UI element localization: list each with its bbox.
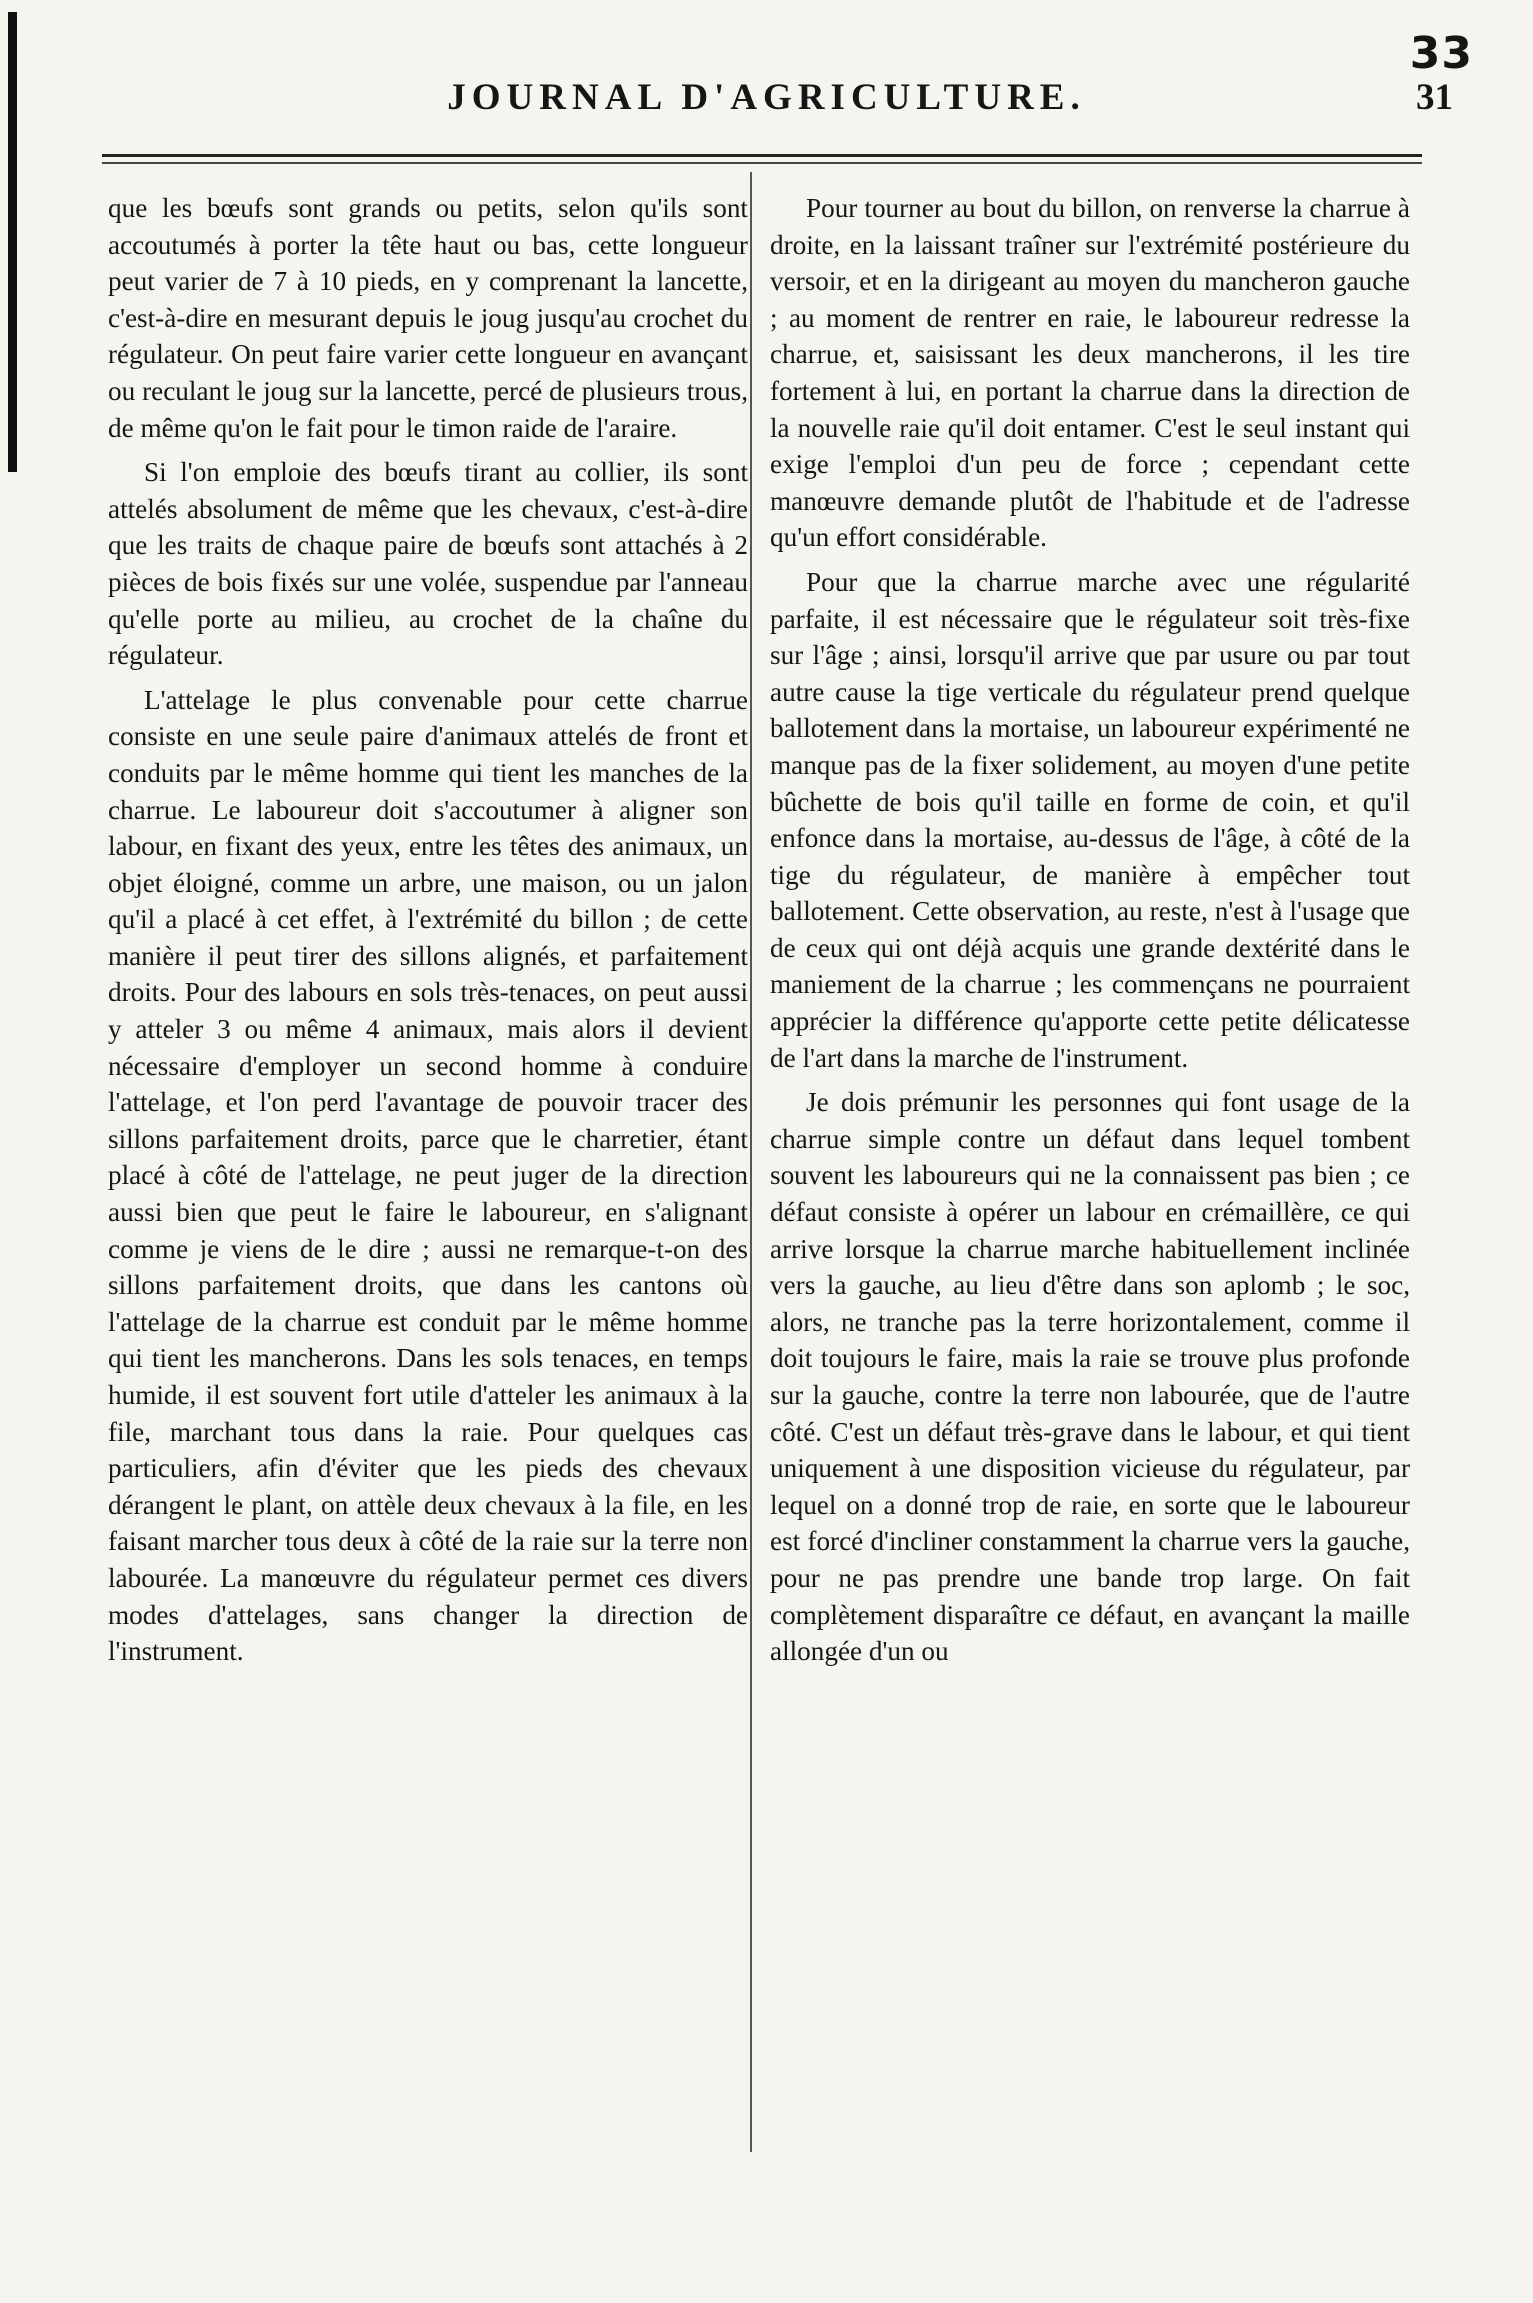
folio-number: 31 xyxy=(1416,77,1453,118)
right-column xyxy=(770,190,1410,1670)
left-column xyxy=(108,190,748,1670)
paragraph: que les bœufs sont grands ou petits, selon qu'ils sont accoutumés à porter la tête haut ou bas, cette longueur peut varier de 7 à 10 pieds, en y comprenant la lancette, c'est-à-dire en mesurant depuis le joug jusqu'au crochet du régulateur. On peut faire varier cette longueur en avançant ou reculant le joug sur la lancette, percé de plusieurs trous, de même qu'on le fait pour le timon raide de l'araire. xyxy=(108,193,748,443)
paragraph: Si l'on emploie des bœufs tirant au collier, ils sont attelés absolument de même que les chevaux, c'est-à-dire que les traits de chaque paire de bœufs sont attachés à 2 pièces de bois fixés sur une volée, suspendue par l'anneau qu'elle porte au milieu, au crochet de la chaîne du régulateur. xyxy=(108,457,748,671)
header-rule xyxy=(102,154,1422,157)
handwritten-page-number: 33 xyxy=(1409,28,1473,79)
paragraph: Pour que la charrue marche avec une régularité parfaite, il est nécessaire que le régulateur soit très-fixe sur l'âge ; ainsi, lorsqu'il arrive que par usure ou par tout autre cause la tige verticale du régulateur prend quelque ballotement dans la mortaise, un laboureur expérimenté ne manque pas de la fixer solidement, au moyen d'une petite bûchette de bois qu'il taille en forme de coin, et qu'il enfonce dans la mortaise, au-dessus de l'âge, à côté de la tige du régulateur, de manière à empêcher tout ballotement. Cette observation, au reste, n'est à l'usage que de ceux qui ont déjà acquis une grande dextérité dans le maniement de la charrue ; les commençans ne pourraient apprécier la différence qu'apporte cette petite délicatesse de l'art dans la marche de l'instrument. xyxy=(770,566,1410,1073)
page-header xyxy=(0,68,1533,128)
column-divider xyxy=(750,172,752,2152)
paragraph: Pour tourner au bout du billon, on renverse la charrue à droite, en la laissant traîner sur l'extrémité postérieure du versoir, et en la dirigeant au moyen du mancheron gauche ; au moment de rentrer en raie, le laboureur redresse la charrue, et, saisissant les deux mancherons, il les tire fortement à lui, en portant la charrue dans la direction de la nouvelle raie qu'il doit entamer. C'est le seul instant qui exige l'emploi d'un peu de force ; cependant cette manœuvre demande plutôt de l'habitude et de l'adresse qu'un effort considérable. xyxy=(770,193,1410,553)
paragraph: Je dois prémunir les personnes qui font usage de la charrue simple contre un défaut dans lequel tombent souvent les laboureurs qui ne la connaissent pas bien ; ce défaut consiste à opérer un labour en crémaillère, ce qui arrive lorsque la charrue marche habituellement inclinée vers la gauche, au lieu d'être dans son aplomb ; le soc, alors, ne tranche pas la terre horizontalement, comme il doit toujours le faire, mais la raie se trouve plus profonde sur la gauche, contre la terre non labourée, que de l'autre côté. C'est un défaut très-grave dans le labour, et qui tient uniquement à une disposition vicieuse du régulateur, par lequel on a donné trop de raie, en sorte que le laboureur est forcé d'incliner constamment la charrue vers la gauche, pour ne pas prendre une bande trop large. On fait complètement disparaître ce défaut, en avançant la maille allongée d'un ou xyxy=(770,1087,1410,1667)
paragraph: L'attelage le plus convenable pour cette charrue consiste en une seule paire d'animaux attelés de front et conduits par le même homme qui tient les manches de la charrue. Le laboureur doit s'accoutumer à aligner son labour, en fixant des yeux, entre les têtes des animaux, un objet éloigné, comme un arbre, une maison, ou un jalon qu'il a placé à cet effet, à l'extrémité du billon ; de cette manière il peut tirer des sillons alignés, et parfaitement droits. Pour des labours en sols très-tenaces, on peut aussi y atteler 3 ou même 4 animaux, mais alors il devient nécessaire d'employer un second homme à conduire l'attelage, et l'on perd l'avantage de pouvoir tracer des sillons parfaitement droits, parce que le charretier, étant placé à côté de l'attelage, ne peut juger de la direction aussi bien que peut le faire le laboureur, en s'alignant comme je viens de le dire ; aussi ne remarque-t-on des sillons parfaitement droits, que dans les cantons où l'attelage de la charrue est conduit par le même homme qui tient les mancherons. Dans les sols tenaces, en temps humide, il est souvent fort utile d'atteler les animaux à la file, marchant tous dans la raie. Pour quelques cas particuliers, afin d'éviter que les pieds des chevaux dérangent le plant, on attèle deux chevaux à la file, en les faisant marcher tous deux à côté de la raie sur la terre non labourée. La manœuvre du régulateur permet ces divers modes d'attelages, sans changer la direction de l'instrument. xyxy=(108,684,748,1667)
running-title: JOURNAL D'AGRICULTURE. xyxy=(447,77,1086,118)
header-rule-thin xyxy=(102,162,1422,164)
